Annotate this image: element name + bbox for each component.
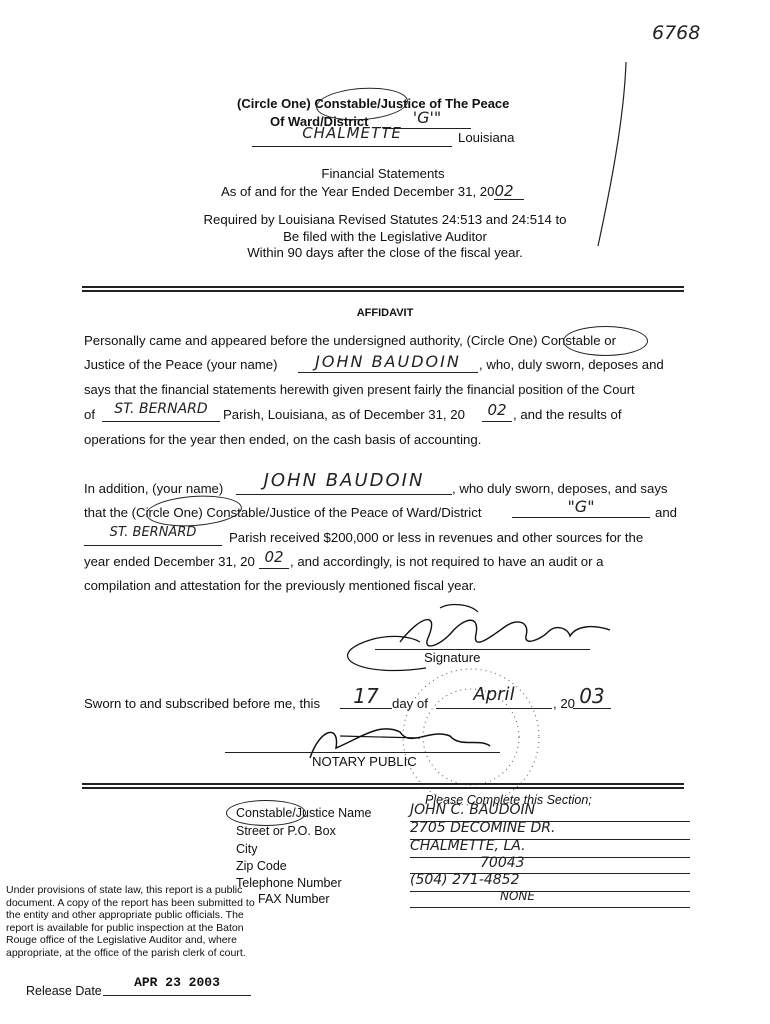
note-line-6: appropriate, at the office of the parish clerk of court. xyxy=(6,946,246,959)
sworn-year: 03 xyxy=(573,684,611,709)
affidavit-line-3: says that the financial statements herewith given present fairly the financial position of the Court xyxy=(84,382,635,397)
label-telephone: Telephone Number xyxy=(236,876,342,890)
as-of-text: As of and for the Year Ended December 31, 20 xyxy=(221,184,495,199)
affidavit-line-2a: Justice of the Peace (your name) xyxy=(84,357,278,372)
sworn-month: April xyxy=(436,684,552,709)
affidavit-line-7b: and xyxy=(655,505,678,520)
as-of-line xyxy=(221,184,524,200)
circle-one-label: (Circle One) xyxy=(237,96,311,111)
divider-top-1 xyxy=(82,286,684,288)
constable-circle-mark-4 xyxy=(226,800,306,826)
affidavit-line-5: operations for the year then ended, on the cash basis of accounting. xyxy=(84,432,482,447)
affidavit-line-6b: , who duly sworn, deposes, and says xyxy=(452,481,668,496)
release-date-label: Release Date xyxy=(26,984,102,998)
required-line-1: Required by Louisiana Revised Statutes 24:513 and 24:514 to xyxy=(203,212,567,227)
affidavit-line-9b: , and accordingly, is not required to have an audit or a xyxy=(290,554,604,569)
value-telephone: (504) 271-4852 xyxy=(410,872,690,892)
notary-line xyxy=(225,752,500,753)
affidavit-line-2b: , who, duly sworn, deposes and xyxy=(479,357,664,372)
affidavit-line-4c: , and the results of xyxy=(513,407,622,422)
please-complete-label: Please Complete this Section; xyxy=(425,793,592,807)
document-number: 6768 xyxy=(652,22,701,44)
header-line-1: (Circle One) Constable/Justice of The Peace xyxy=(237,96,510,111)
affidavit-line-6a: In addition, (your name) xyxy=(84,481,224,496)
sworn-line-b: day of xyxy=(392,696,428,711)
sworn-line-a: Sworn to and subscribed before me, this xyxy=(84,696,321,711)
ward-value: 'G'" xyxy=(383,108,471,129)
sworn-day: 17 xyxy=(340,684,392,709)
label-street: Street or P.O. Box xyxy=(236,824,336,838)
release-date-value: APR 23 2003 xyxy=(103,975,251,996)
label-name: Constable/Justice Name xyxy=(236,806,372,820)
fs-title-text: Financial Statements xyxy=(321,166,445,181)
sworn-line-c: , 20 xyxy=(553,696,575,711)
affidavit-line-7a: that the (Circle One) Constable/Justice of the Peace of Ward/District xyxy=(84,505,482,520)
note-line-1: Under provisions of state law, this report is a public xyxy=(6,884,243,896)
value-name: JOHN C. BAUDOIN xyxy=(410,802,690,822)
ward-label: Of Ward/District xyxy=(270,114,369,129)
note-line-4: report is available for public inspection at the Baton xyxy=(6,921,244,934)
value-city: CHALMETTE, LA. xyxy=(410,838,690,858)
affidavit-line-10: compilation and attestation for the previously mentioned fiscal year. xyxy=(84,578,477,593)
affiant-name: JOHN BAUDOIN xyxy=(298,352,478,373)
divider-top-2 xyxy=(82,290,684,292)
value-zip: 70043 xyxy=(410,855,690,874)
year-value-2: 02 xyxy=(482,401,512,422)
constable-circle-mark-3 xyxy=(145,493,243,530)
label-city: City xyxy=(236,842,258,856)
ward-value-2: "G" xyxy=(512,497,650,518)
as-of-year: 02 xyxy=(494,184,524,200)
affidavit-heading: AFFIDAVIT xyxy=(356,307,414,319)
value-street: 2705 DECOMINE DR. xyxy=(410,820,690,840)
note-line-5: Rouge office of the Legislative Auditor and, where xyxy=(6,934,237,946)
value-fax: NONE xyxy=(410,889,690,908)
affidavit-line-1: Personally came and appeared before the undersigned authority, (Circle One) Constable or xyxy=(84,333,616,348)
justice-peace-option: Justice of The Peace xyxy=(380,96,510,111)
affiant-name-2: JOHN BAUDOIN xyxy=(236,470,452,495)
city-value: CHALMETTE xyxy=(252,124,452,147)
state-label: Louisiana xyxy=(458,130,515,145)
note-line-3: the entity and other appropriate public officials. The xyxy=(6,909,244,921)
required-line-2: Be filed with the Legislative Auditor xyxy=(283,229,487,244)
divider-mid-1 xyxy=(82,783,684,785)
affidavit-line-8: Parish received $200,000 or less in revenues and other sources for the xyxy=(229,530,644,545)
fs-title xyxy=(0,167,768,180)
constable-circle-mark-2 xyxy=(563,326,648,356)
signature-label: Signature xyxy=(424,650,481,665)
label-fax: FAX Number xyxy=(258,892,330,906)
label-zip: Zip Code xyxy=(236,859,287,873)
affidavit-line-4a: of xyxy=(84,407,95,422)
required-line-3: Within 90 days after the close of the fiscal year. xyxy=(247,245,523,260)
signature-line xyxy=(375,649,590,650)
parish-value-2: ST. BERNARD xyxy=(84,525,222,546)
notary-label: NOTARY PUBLIC xyxy=(312,754,417,769)
public-document-note xyxy=(6,884,276,959)
affidavit-line-9a: year ended December 31, 20 xyxy=(84,554,255,569)
parish-value: ST. BERNARD xyxy=(102,401,220,422)
note-line-2: document. A copy of the report has been submitted to xyxy=(6,896,255,909)
divider-mid-2 xyxy=(82,787,684,789)
constable-option: Constable xyxy=(314,96,378,111)
affidavit-line-4b: Parish, Louisiana, as of December 31, 20 xyxy=(223,407,465,422)
year-value-3: 02 xyxy=(259,548,289,569)
